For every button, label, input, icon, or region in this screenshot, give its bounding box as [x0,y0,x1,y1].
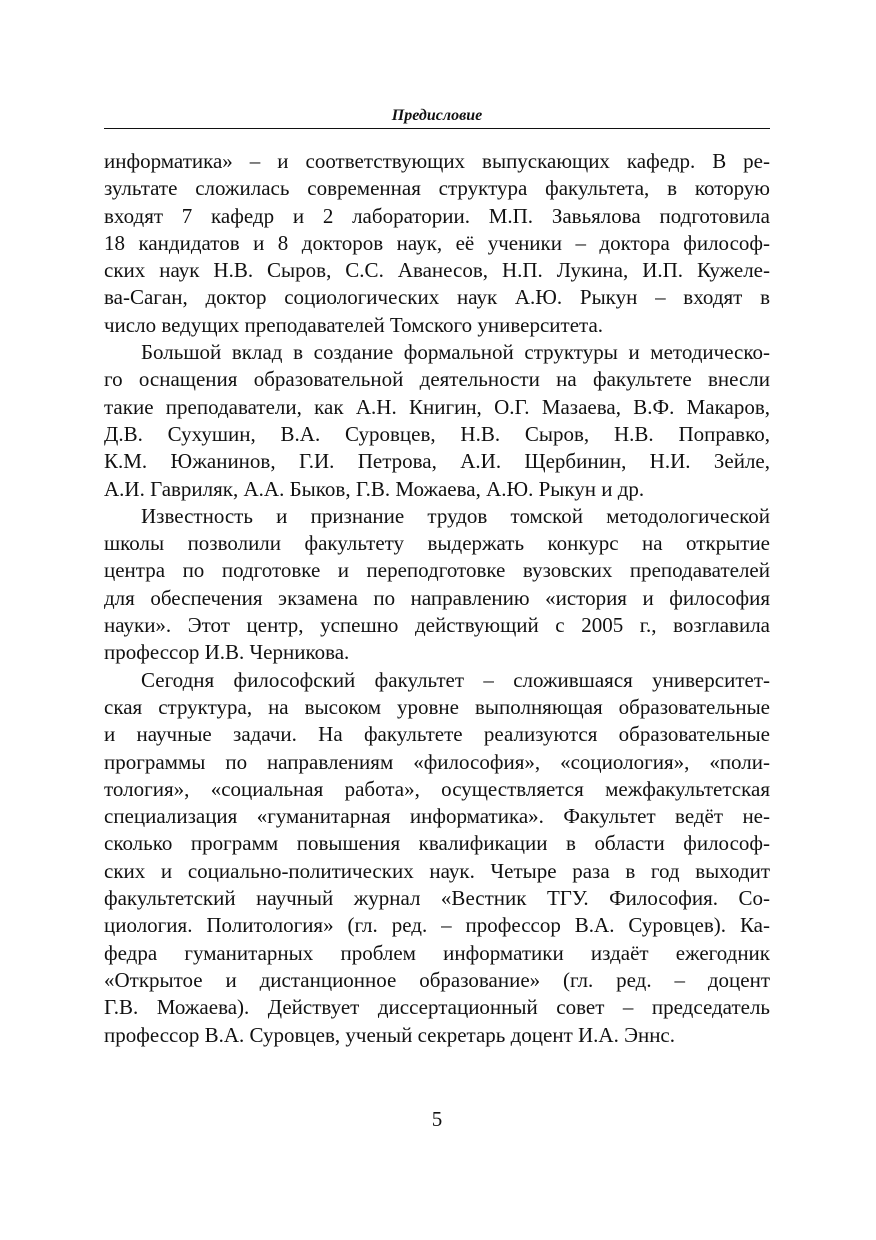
text-line: ских и социально-политических наук. Четыре раза в год выходит [104,858,770,883]
paragraph [104,339,770,503]
text-line: программы по направлениям «философия», «социология», «поли- [104,749,770,774]
text-line: Большой вклад в создание формальной структуры и методическо- [141,340,770,365]
text-line: го оснащения образовательной деятельности на факультете внесли [104,367,770,392]
text-line: Д.В. Сухушин, В.А. Суровцев, Н.В. Сыров, Н.В. Поправко, [104,421,770,446]
text-line: федра гуманитарных проблем информатики издаёт ежегодник [104,940,770,965]
header-rule [104,128,770,129]
paragraph [104,503,770,667]
text-line: входят 7 кафедр и 2 лаборатории. М.П. Завьялова подготовила [104,203,770,228]
text-line: профессор И.В. Черникова. [104,640,350,665]
text-line: «Открытое и дистанционное образование» (гл. ред. – доцент [104,967,770,992]
paragraph [104,667,770,1049]
text-line: циология. Политология» (гл. ред. – профессор В.А. Суровцев). Ка- [104,913,770,938]
text-line: К.М. Южанинов, Г.И. Петрова, А.И. Щербинин, Н.И. Зейле, [104,449,770,474]
text-line: Сегодня философский факультет – сложившаяся университет- [141,667,770,692]
text-line: специализация «гуманитарная информатика». Факультет ведёт не- [104,804,770,829]
text-line: тология», «социальная работа», осуществляется межфакультетская [104,776,770,801]
text-line: центра по подготовке и переподготовке вузовских преподавателей [104,558,770,583]
text-line: А.И. Гавриляк, А.А. Быков, Г.В. Можаева, А.Ю. Рыкун и др. [104,476,645,501]
text-line: зультате сложилась современная структура факультета, в которую [104,176,770,201]
text-line: профессор В.А. Суровцев, ученый секретарь доцент И.А. Эннс. [104,1022,675,1047]
text-line: Известность и признание трудов томской методологической [141,503,770,528]
text-line: сколько программ повышения квалификации в области философ- [104,831,770,856]
text-line: число ведущих преподавателей Томского университета. [104,312,604,337]
text-line: ских наук Н.В. Сыров, С.С. Аванесов, Н.П. Лукина, И.П. Кужеле- [104,258,770,283]
text-line: факультетский научный журнал «Вестник ТГУ. Философия. Со- [104,886,770,911]
text-line: Г.В. Можаева). Действует диссертационный совет – председатель [104,995,770,1020]
text-line: информатика» – и соответствующих выпускающих кафедр. В ре- [104,149,770,173]
paragraph [104,148,770,339]
text-body [104,148,770,1049]
page-number: 5 [431,1107,443,1131]
text-line: такие преподаватели, как А.Н. Книгин, О.Г. Мазаева, В.Ф. Макаров, [104,394,770,419]
running-header: Предисловие [391,107,483,124]
text-line: ская структура, на высоком уровне выполняющая образовательные [104,694,770,719]
text-line: и научные задачи. На факультете реализуются образовательные [104,722,770,747]
text-line: 18 кандидатов и 8 докторов наук, её ученики – доктора философ- [104,230,770,255]
text-line: науки». Этот центр, успешно действующий с 2005 г., возглавила [104,613,770,638]
text-line: школы позволили факультету выдержать конкурс на открытие [104,531,770,556]
text-line: ва-Саган, доктор социологических наук А.Ю. Рыкун – входят в [104,285,770,310]
text-line: для обеспечения экзамена по направлению «история и философия [104,585,770,610]
